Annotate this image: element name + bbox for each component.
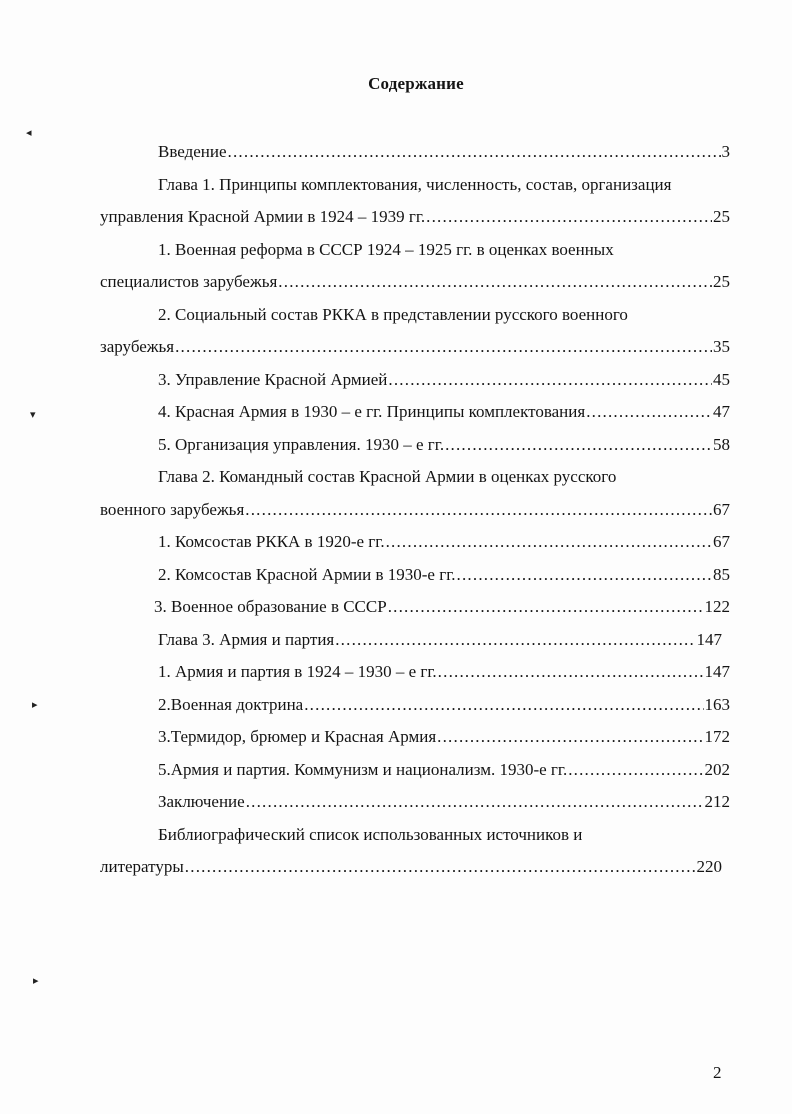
toc-line [100,721,730,754]
toc-entry [100,689,730,722]
toc-entry [100,461,730,526]
toc-line [100,364,730,397]
page-title: Содержание [368,74,464,93]
toc-page-number: 163 [704,694,730,714]
dot-leader [388,591,704,624]
toc-page-number: 35 [713,337,730,356]
toc-entry-title: Глава 3. Армия и партия [158,629,335,649]
toc-page-number: 212 [704,792,730,811]
dot-leader [185,851,696,884]
dot-leader [457,559,712,592]
toc-page-number: 147 [704,662,730,681]
dot-leader [304,689,703,722]
toc-page-number: 172 [704,727,730,746]
dot-leader [335,624,695,657]
dot-leader [228,136,721,169]
toc-entry [100,526,730,559]
toc-line [100,331,730,364]
toc-entry-title: специалистов зарубежья [100,272,278,291]
toc-entry-title: литературы [100,857,184,876]
dot-leader [438,656,704,689]
page-number: 2 [713,1063,722,1082]
toc-line [100,201,730,234]
toc-entry-title: Заключение [158,792,245,811]
toc-line [100,396,730,429]
toc-line [100,136,730,169]
dot-leader [445,429,712,462]
toc-entry [100,429,730,462]
toc-entry-title: 2. Комсостав Красной Армии в 1930-е гг. [158,564,456,584]
toc-entry [100,364,730,397]
toc-entry-title: военного зарубежья [100,499,245,519]
toc-entry-title: 3. Управление Красной Армией [158,369,388,389]
toc-line [100,559,730,592]
scan-speck: ▸ [33,975,39,987]
toc-entry [100,234,730,299]
dot-leader [388,364,712,397]
toc-entry-title: зарубежья [100,337,175,356]
toc-page-number: 202 [704,759,730,779]
toc-page-number: 67 [713,499,730,519]
dot-leader [586,396,712,429]
toc-entry [100,721,730,754]
toc-entry [100,754,730,787]
table-of-contents [100,136,730,884]
toc-page-number: 147 [696,629,722,649]
toc-entry [100,299,730,364]
toc-entry-first-line: Глава 2. Командный состав Красной Армии в оценках русского [158,467,617,486]
toc-line [100,591,730,624]
toc-entry [100,396,730,429]
scan-speck: ▾ [30,409,36,421]
toc-page-number: 47 [713,402,730,421]
dot-leader [175,331,712,364]
toc-entry-title: 5.Армия и партия. Коммунизм и национализм. 1930-е гг. [158,759,568,779]
dot-leader [246,786,704,819]
toc-entry-first-line: Библиографический список использованных источников и [158,824,583,844]
toc-entry-title: 3.Термидор, брюмер и Красная Армия [158,727,437,746]
scan-speck: ◂ [26,127,32,139]
toc-line [100,656,730,689]
toc-line [100,494,730,527]
toc-entry [100,624,730,657]
dot-leader [568,754,703,787]
toc-entry-title: управления Красной Армии в 1924 – 1939 гг. [100,207,426,226]
toc-entry-title: Введение [158,142,227,161]
toc-entry [100,786,730,819]
toc-line [100,526,730,559]
toc-entry-title: 1. Комсостав РККА в 1920-е гг. [158,532,385,551]
toc-entry [100,656,730,689]
toc-page-number: 3 [721,142,730,161]
toc-entry-title: 3. Военное образование в СССР [154,597,387,616]
toc-page-number: 67 [713,532,730,551]
dot-leader [278,266,712,299]
toc-page-number: 45 [713,369,730,389]
toc-entry [100,591,730,624]
toc-entry-title: 2.Военная доктрина [158,694,304,714]
toc-entry-title: 4. Красная Армия в 1930 – е гг. Принципы комплектования [158,402,586,421]
dot-leader [437,721,703,754]
dot-leader [386,526,712,559]
toc-page-number: 122 [704,597,730,616]
toc-page-number: 220 [696,857,722,876]
toc-line [100,786,730,819]
toc-page-number: 25 [713,272,730,291]
toc-entry-title: 1. Армия и партия в 1924 – 1930 – е гг. [158,662,437,681]
toc-entry [100,559,730,592]
toc-page-number: 58 [713,434,730,454]
toc-line [100,624,730,657]
toc-entry-title: 5. Организация управления. 1930 – е гг. [158,434,445,454]
toc-page-number: 85 [713,564,730,584]
toc-entry-first-line: 2. Социальный состав РККА в представлении русского военного [158,304,628,324]
toc-entry [100,819,730,884]
toc-page-number: 25 [713,207,730,226]
toc-line [100,266,730,299]
toc-line [100,429,730,462]
toc-line [100,851,730,884]
toc-entry-first-line: Глава 1. Принципы комплектования, численность, состав, организация [158,174,672,194]
toc-entry [100,136,730,169]
scan-speck: ▸ [32,699,38,711]
dot-leader [245,494,712,527]
toc-entry [100,169,730,234]
toc-entry-first-line: 1. Военная реформа в СССР 1924 – 1925 гг. в оценках военных [158,239,614,259]
toc-line [100,689,730,722]
dot-leader [426,201,712,234]
toc-line [100,754,730,787]
